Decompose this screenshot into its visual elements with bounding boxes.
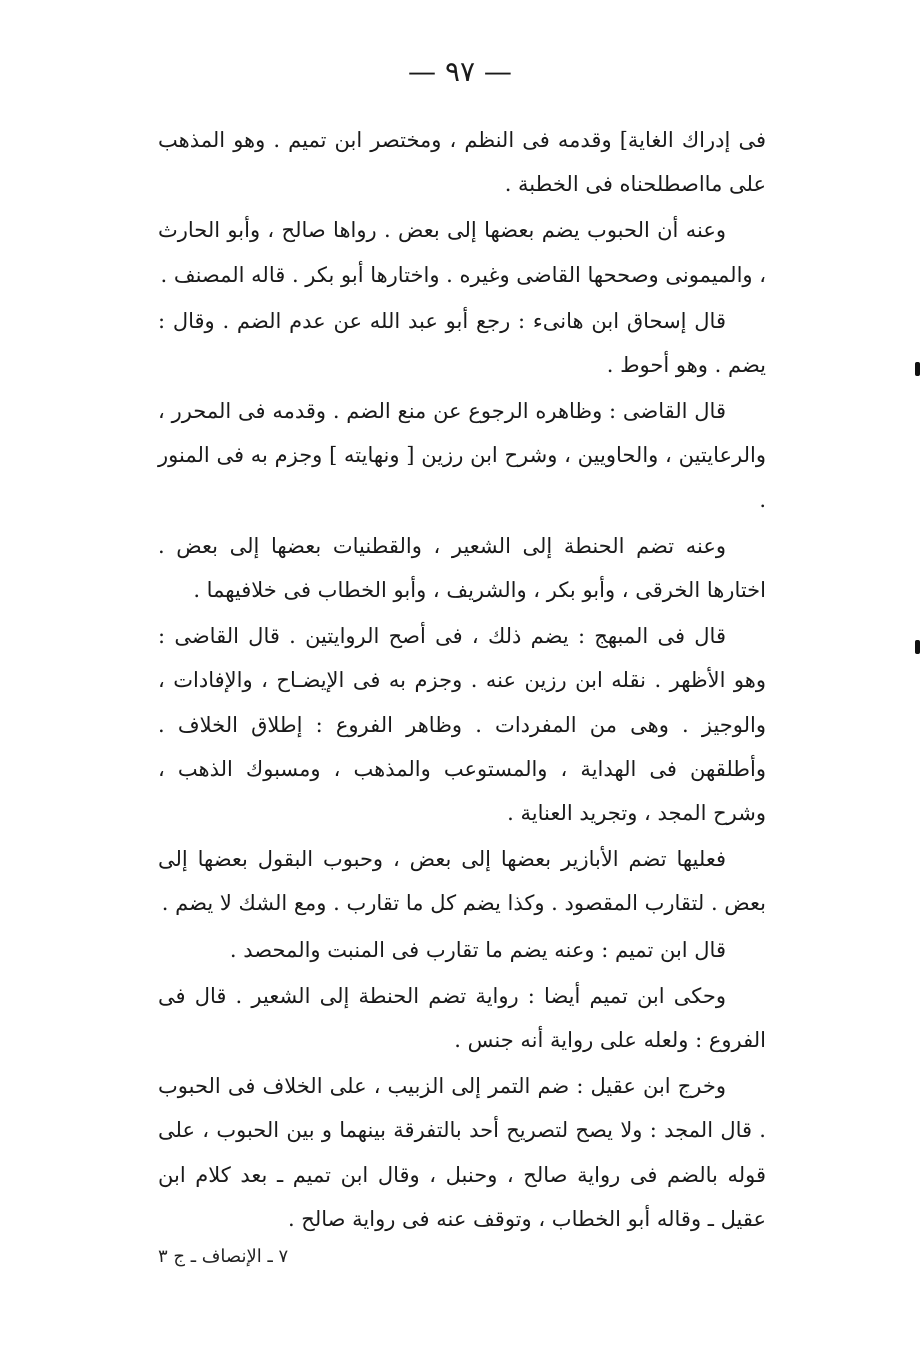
footer-text: ٧ ـ الإنصاف ـ ج ٣ [158, 1246, 289, 1267]
body-text [158, 118, 766, 1243]
paragraph-10: وخرج ابن عقيل : ضم التمر إلى الزبيب ، على الخلاف فى الحبوب . قال المجد : ولا يصح لتصريح أحد بالتفرقة بينهما و بين الحبوب ، على قوله بالضم فى رواية صالح ، وحنبل ، وقال ابن تميم ـ بعد كلام ابن عقيل ـ وقاله أبو الخطاب ، وتوقف عنه فى رواية صالح . [158, 1074, 766, 1231]
paragraph-5: وعنه تضم الحنطة إلى الشعير ، والقطنيات بعضها إلى بعض . اختارها الخرقى ، وأبو بكر ، والشريف ، وأبو الخطاب فى خلافيهما . [158, 533, 766, 603]
paragraph-7: فعليها تضم الأبازير بعضها إلى بعض ، وحبوب البقول بعضها إلى بعض . لتقارب المقصود . وكذا يضم كل ما تقارب . ومع الشك لا يضم . [158, 847, 766, 916]
paragraph-1: فى إدراك الغاية] وقدمه فى النظم ، ومختصر ابن تميم . وهو المذهب على مااصطلحناه فى الخطبة . [158, 128, 766, 197]
paragraph-8: قال ابن تميم : وعنه يضم ما تقارب فى المنبت والمحصد . [229, 937, 726, 962]
margin-mark-bottom [915, 640, 920, 654]
page-number: — ٩٧ — [408, 55, 512, 88]
margin-mark-top [915, 362, 920, 376]
footer-signature [158, 1242, 766, 1272]
paragraph-9: وحكى ابن تميم أيضا : رواية تضم الحنطة إلى الشعير . قال فى الفروع : ولعله على رواية أنه جنس . [158, 983, 766, 1053]
paragraph-2: وعنه أن الحبوب يضم بعضها إلى بعض . رواها صالح ، وأبو الحارث ، والميمونى وصححها القاضى وغيره . واختارها أبو بكر . قاله المصنف . [158, 218, 766, 287]
paragraph-4: قال القاضى : وظاهره الرجوع عن منع الضم . وقدمه فى المحرر ، والرعايتين ، والحاويين ، وشرح ابن رزين [ ونهايته ] وجزم به فى المنور . [158, 399, 766, 512]
paragraph-3: قال إسحاق ابن هانىء : رجع أبو عبد الله عن عدم الضم . وقال : يضم . وهو أحوط . [158, 308, 766, 378]
paragraph-6: قال فى المبهج : يضم ذلك ، فى أصح الروايتين . قال القاضى : وهو الأظهر . نقله ابن رزين عنه . وجزم به فى الإيضـاح ، والإفادات ، والوجيز . وهى من المفردات . وظاهر الفروع : إطلاق الخلاف . وأطلقهن فى الهداية ، والمستوعب والمذهب ، ومسبوك الذهب ، وشرح المجد ، وتجريد العناية . [158, 624, 766, 826]
